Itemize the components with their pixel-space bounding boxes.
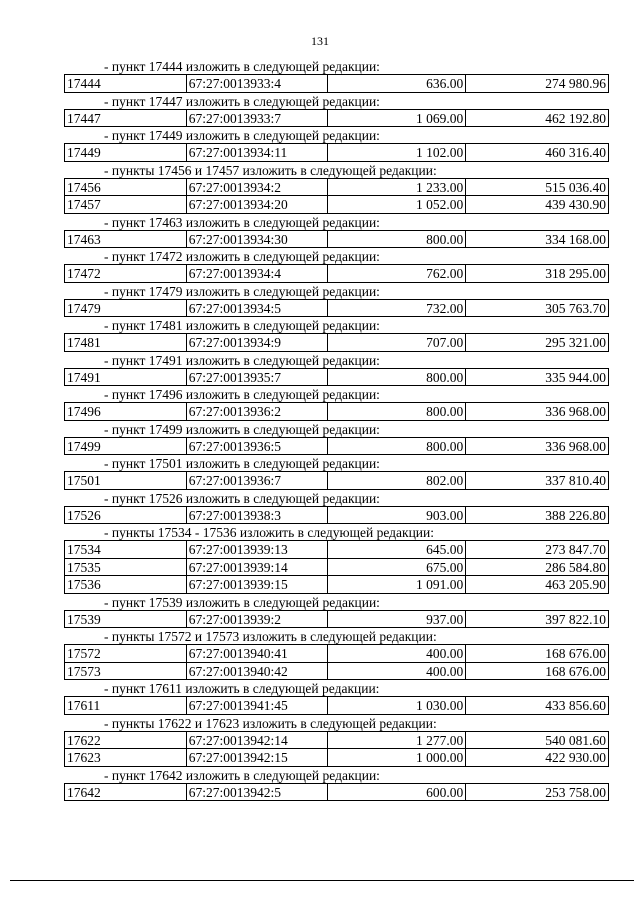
amendment-heading: - пункт 17501 изложить в следующей редакции: — [64, 455, 609, 472]
table-row — [64, 144, 609, 162]
cell-item-number: 17642 — [65, 784, 187, 801]
cell-area: 762.00 — [328, 265, 467, 282]
cell-cadastral-number: 67:27:0013939:14 — [187, 559, 328, 576]
amendment-heading: - пункт 17611 изложить в следующей редакции: — [64, 680, 609, 697]
table-row — [64, 541, 609, 559]
cell-cadastral-value: 433 856.60 — [466, 697, 609, 714]
cell-cadastral-value: 274 980.96 — [466, 75, 609, 92]
amendment-section — [64, 162, 609, 214]
amendments-document — [64, 58, 609, 801]
cell-cadastral-value: 168 676.00 — [466, 663, 609, 680]
amendment-section — [64, 248, 609, 283]
cell-item-number: 17447 — [65, 110, 187, 127]
cell-item-number: 17444 — [65, 75, 187, 92]
cell-area: 800.00 — [328, 403, 467, 420]
table-row — [64, 732, 609, 750]
table-row — [64, 110, 609, 128]
cell-area: 645.00 — [328, 541, 467, 558]
cell-cadastral-number: 67:27:0013934:5 — [187, 300, 328, 317]
amendment-section — [64, 715, 609, 767]
cell-area: 800.00 — [328, 438, 467, 455]
amendment-heading: - пункты 17456 и 17457 изложить в следующей редакции: — [64, 162, 609, 179]
cell-cadastral-number: 67:27:0013939:2 — [187, 611, 328, 628]
amendment-section — [64, 524, 609, 594]
table-row — [64, 179, 609, 197]
footer-rule — [10, 880, 634, 881]
table-row — [64, 334, 609, 352]
table-row — [64, 784, 609, 802]
cell-area: 1 000.00 — [328, 749, 467, 766]
cell-item-number: 17496 — [65, 403, 187, 420]
cell-cadastral-number: 67:27:0013933:4 — [187, 75, 328, 92]
table-row — [64, 472, 609, 490]
cell-cadastral-number: 67:27:0013939:15 — [187, 576, 328, 593]
cell-area: 707.00 — [328, 334, 467, 351]
cell-area: 400.00 — [328, 663, 467, 680]
cell-cadastral-value: 334 168.00 — [466, 231, 609, 248]
cell-cadastral-value: 337 810.40 — [466, 472, 609, 489]
cell-item-number: 17491 — [65, 369, 187, 386]
amendment-heading: - пункт 17472 изложить в следующей редакции: — [64, 248, 609, 265]
cell-cadastral-number: 67:27:0013935:7 — [187, 369, 328, 386]
cell-item-number: 17499 — [65, 438, 187, 455]
table-row — [64, 507, 609, 525]
amendment-heading: - пункты 17534 - 17536 изложить в следующей редакции: — [64, 524, 609, 541]
cell-cadastral-value: 463 205.90 — [466, 576, 609, 593]
cell-item-number: 17457 — [65, 196, 187, 213]
cell-cadastral-number: 67:27:0013936:7 — [187, 472, 328, 489]
cell-item-number: 17539 — [65, 611, 187, 628]
amendment-section — [64, 767, 609, 802]
cell-item-number: 17463 — [65, 231, 187, 248]
amendment-heading: - пункты 17622 и 17623 изложить в следующей редакции: — [64, 715, 609, 732]
cell-cadastral-value: 318 295.00 — [466, 265, 609, 282]
amendment-heading: - пункт 17444 изложить в следующей редакции: — [64, 58, 609, 75]
cell-area: 400.00 — [328, 645, 467, 662]
amendment-section — [64, 317, 609, 352]
cell-cadastral-number: 67:27:0013942:15 — [187, 749, 328, 766]
cell-item-number: 17526 — [65, 507, 187, 524]
cell-item-number: 17623 — [65, 749, 187, 766]
cell-cadastral-value: 460 316.40 — [466, 144, 609, 161]
cell-cadastral-value: 253 758.00 — [466, 784, 609, 801]
amendment-heading: - пункт 17526 изложить в следующей редакции: — [64, 490, 609, 507]
cell-area: 675.00 — [328, 559, 467, 576]
table-row — [64, 196, 609, 214]
cell-cadastral-value: 336 968.00 — [466, 438, 609, 455]
cell-area: 1 277.00 — [328, 732, 467, 749]
amendment-section — [64, 127, 609, 162]
cell-area: 636.00 — [328, 75, 467, 92]
amendment-heading: - пункт 17539 изложить в следующей редакции: — [64, 594, 609, 611]
amendment-heading: - пункт 17491 изложить в следующей редакции: — [64, 352, 609, 369]
cell-cadastral-number: 67:27:0013934:30 — [187, 231, 328, 248]
amendment-heading: - пункт 17479 изложить в следующей редакции: — [64, 283, 609, 300]
amendment-heading: - пункты 17572 и 17573 изложить в следующей редакции: — [64, 628, 609, 645]
table-row — [64, 663, 609, 681]
cell-cadastral-value: 335 944.00 — [466, 369, 609, 386]
table-row — [64, 75, 609, 93]
page-number: 131 — [311, 34, 329, 48]
amendment-section — [64, 283, 609, 318]
table-row — [64, 645, 609, 663]
table-row — [64, 403, 609, 421]
cell-cadastral-number: 67:27:0013940:42 — [187, 663, 328, 680]
cell-item-number: 17449 — [65, 144, 187, 161]
table-row — [64, 559, 609, 577]
cell-item-number: 17501 — [65, 472, 187, 489]
cell-item-number: 17622 — [65, 732, 187, 749]
amendment-section — [64, 421, 609, 456]
cell-item-number: 17573 — [65, 663, 187, 680]
cell-cadastral-value: 336 968.00 — [466, 403, 609, 420]
cell-area: 1 102.00 — [328, 144, 467, 161]
amendment-heading: - пункт 17496 изложить в следующей редакции: — [64, 386, 609, 403]
amendment-section — [64, 490, 609, 525]
table-row — [64, 697, 609, 715]
table-row — [64, 611, 609, 629]
table-row — [64, 231, 609, 249]
cell-cadastral-number: 67:27:0013934:20 — [187, 196, 328, 213]
cell-cadastral-value: 388 226.80 — [466, 507, 609, 524]
cell-item-number: 17472 — [65, 265, 187, 282]
cell-area: 732.00 — [328, 300, 467, 317]
amendment-heading: - пункт 17642 изложить в следующей редакции: — [64, 767, 609, 784]
cell-item-number: 17456 — [65, 179, 187, 196]
cell-item-number: 17534 — [65, 541, 187, 558]
cell-cadastral-number: 67:27:0013934:2 — [187, 179, 328, 196]
amendment-heading: - пункт 17447 изложить в следующей редакции: — [64, 93, 609, 110]
cell-cadastral-number: 67:27:0013936:2 — [187, 403, 328, 420]
cell-cadastral-value: 540 081.60 — [466, 732, 609, 749]
cell-area: 800.00 — [328, 369, 467, 386]
cell-item-number: 17536 — [65, 576, 187, 593]
amendment-heading: - пункт 17481 изложить в следующей редакции: — [64, 317, 609, 334]
cell-cadastral-value: 439 430.90 — [466, 196, 609, 213]
cell-cadastral-value: 168 676.00 — [466, 645, 609, 662]
cell-cadastral-value: 305 763.70 — [466, 300, 609, 317]
cell-cadastral-number: 67:27:0013942:14 — [187, 732, 328, 749]
cell-item-number: 17611 — [65, 697, 187, 714]
cell-cadastral-value: 273 847.70 — [466, 541, 609, 558]
cell-cadastral-number: 67:27:0013933:7 — [187, 110, 328, 127]
cell-cadastral-value: 515 036.40 — [466, 179, 609, 196]
cell-area: 1 091.00 — [328, 576, 467, 593]
amendment-section — [64, 455, 609, 490]
amendment-section — [64, 386, 609, 421]
cell-item-number: 17535 — [65, 559, 187, 576]
cell-area: 1 052.00 — [328, 196, 467, 213]
table-row — [64, 369, 609, 387]
cell-cadastral-number: 67:27:0013934:11 — [187, 144, 328, 161]
amendment-section — [64, 594, 609, 629]
cell-cadastral-number: 67:27:0013940:41 — [187, 645, 328, 662]
amendment-section — [64, 93, 609, 128]
cell-area: 1 069.00 — [328, 110, 467, 127]
cell-area: 600.00 — [328, 784, 467, 801]
cell-area: 800.00 — [328, 231, 467, 248]
cell-area: 1 233.00 — [328, 179, 467, 196]
amendment-heading: - пункт 17463 изложить в следующей редакции: — [64, 214, 609, 231]
amendment-heading: - пункт 17499 изложить в следующей редакции: — [64, 421, 609, 438]
cell-area: 1 030.00 — [328, 697, 467, 714]
cell-cadastral-number: 67:27:0013934:9 — [187, 334, 328, 351]
cell-item-number: 17479 — [65, 300, 187, 317]
cell-area: 903.00 — [328, 507, 467, 524]
amendment-section — [64, 214, 609, 249]
cell-cadastral-value: 462 192.80 — [466, 110, 609, 127]
amendment-heading: - пункт 17449 изложить в следующей редакции: — [64, 127, 609, 144]
cell-cadastral-value: 397 822.10 — [466, 611, 609, 628]
amendment-section — [64, 352, 609, 387]
table-row — [64, 300, 609, 318]
cell-cadastral-value: 295 321.00 — [466, 334, 609, 351]
cell-cadastral-number: 67:27:0013941:45 — [187, 697, 328, 714]
cell-cadastral-number: 67:27:0013936:5 — [187, 438, 328, 455]
cell-cadastral-value: 422 930.00 — [466, 749, 609, 766]
table-row — [64, 576, 609, 594]
cell-area: 937.00 — [328, 611, 467, 628]
cell-cadastral-value: 286 584.80 — [466, 559, 609, 576]
table-row — [64, 265, 609, 283]
cell-cadastral-number: 67:27:0013939:13 — [187, 541, 328, 558]
cell-cadastral-number: 67:27:0013942:5 — [187, 784, 328, 801]
amendment-section — [64, 628, 609, 680]
cell-item-number: 17481 — [65, 334, 187, 351]
cell-area: 802.00 — [328, 472, 467, 489]
cell-cadastral-number: 67:27:0013934:4 — [187, 265, 328, 282]
cell-cadastral-number: 67:27:0013938:3 — [187, 507, 328, 524]
amendment-section — [64, 680, 609, 715]
table-row — [64, 749, 609, 767]
table-row — [64, 438, 609, 456]
cell-item-number: 17572 — [65, 645, 187, 662]
amendment-section — [64, 58, 609, 93]
